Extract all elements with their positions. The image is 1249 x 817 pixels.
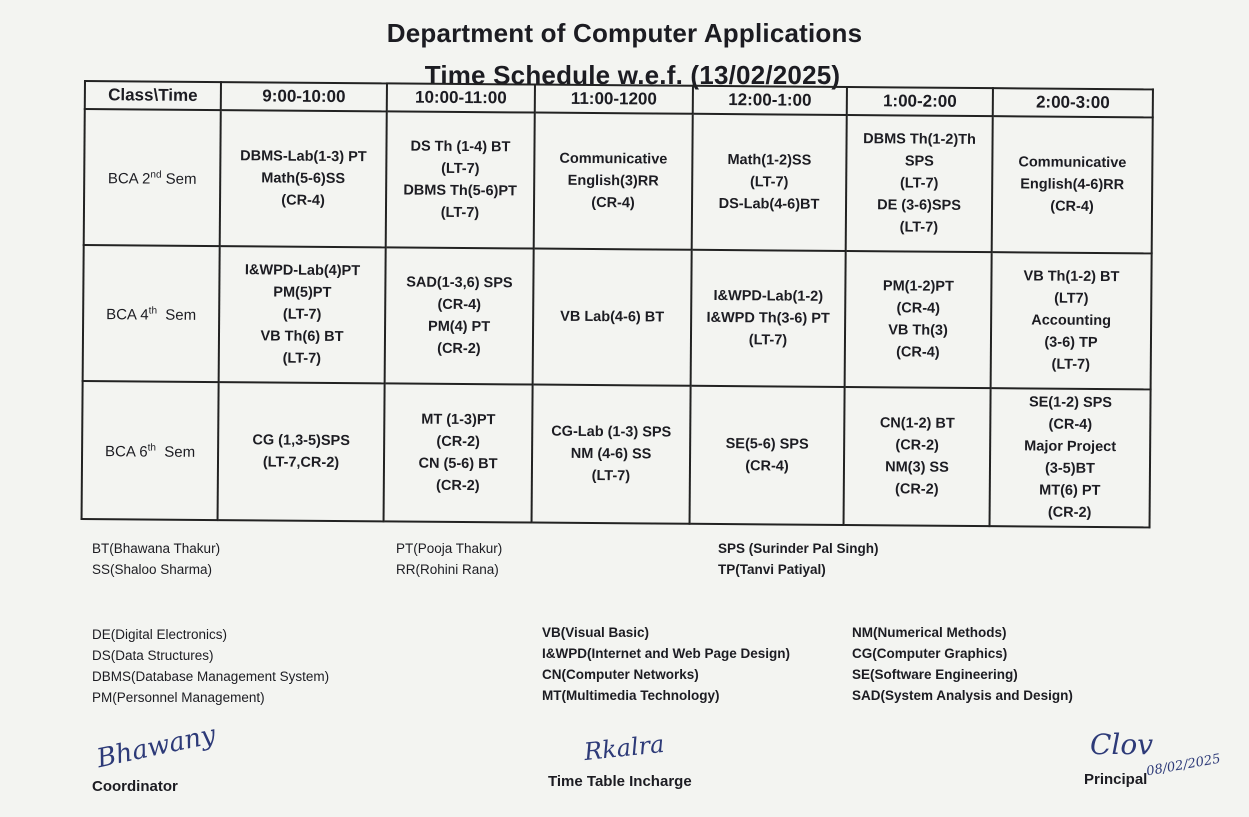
cell-line: SE(1-2) SPS: [1028, 394, 1113, 412]
principal-date: 08/02/2025: [1145, 751, 1222, 780]
schedule-cell: [532, 385, 691, 524]
cell-line: (CR-4): [281, 192, 325, 209]
cell-line: (LT-7): [749, 174, 789, 191]
header-cell: 11:00-1200: [535, 85, 693, 114]
cell-line: Major Project: [1024, 438, 1117, 456]
class-name: BCA 6: [104, 443, 148, 461]
subject-legend-col-2: [542, 622, 790, 706]
cell-line: VB Th(1-2) BT: [1023, 268, 1120, 286]
teacher-legend-col-3: [718, 538, 879, 580]
principal-signature: [1090, 728, 1153, 761]
cell-line: (CR-2): [436, 433, 480, 451]
cell-line: PM(1-2)PT: [882, 278, 954, 295]
cell-line: (3-5)BT: [1044, 460, 1096, 477]
schedule-cell: [692, 114, 847, 251]
class-cell: [84, 109, 221, 246]
cell-line: I&WPD-Lab(1-2): [713, 287, 824, 305]
legend-item: I&WPD(Internet and Web Page Design): [542, 646, 791, 661]
cell-line: (CR-4): [591, 194, 635, 212]
cell-line: DBMS Th(1-2)Th: [863, 131, 976, 149]
cell-line: (CR-4): [1048, 416, 1093, 433]
cell-line: Math(5-6)SS: [261, 170, 346, 188]
legend-item: SAD(System Analysis and Design): [852, 688, 1073, 703]
signature-text: Bhawany: [94, 719, 219, 775]
legend-item: NM(Numerical Methods): [852, 625, 1007, 640]
cell-line: SAD(1-3,6) SPS: [406, 274, 513, 292]
schedule-cell: [218, 382, 385, 521]
coordinator-label: Coordinator: [92, 778, 178, 795]
cell-line: (LT-7): [748, 332, 788, 349]
cell-line: (CR-2): [895, 437, 939, 454]
schedule-cell: [386, 111, 535, 248]
cell-line: (LT-7,CR-2): [262, 454, 340, 472]
class-superscript: th: [147, 442, 156, 454]
legend-item: PM(Personnel Management): [92, 690, 265, 705]
cell-line: NM (4-6) SS: [570, 445, 652, 463]
table-row: [83, 245, 1152, 389]
cell-line: CN(1-2) BT: [879, 415, 955, 432]
cell-line: NM(3) SS: [885, 459, 949, 476]
table-row: [84, 109, 1153, 253]
schedule-cell: [990, 388, 1151, 527]
cell-line: (LT-7): [440, 204, 480, 222]
cell-line: (CR-2): [894, 481, 939, 498]
cell-line: (CR-2): [437, 340, 481, 358]
schedule-cell: [220, 110, 387, 247]
cell-line: English(4-6)RR: [1020, 176, 1125, 194]
legend-item: RR(Rohini Rana): [396, 562, 499, 577]
cell-line: Communicative: [1018, 154, 1127, 172]
cell-line: (LT7): [1054, 290, 1089, 307]
schedule-cell: [385, 247, 534, 384]
cell-line: Communicative: [559, 150, 668, 168]
teacher-legend-col-1: [92, 538, 220, 580]
cell-line: (CR-4): [437, 296, 482, 314]
schedule-cell: [991, 252, 1152, 389]
class-name: BCA 2: [107, 170, 151, 188]
cell-line: (LT-7): [282, 350, 322, 367]
cell-line: (LT-7): [441, 160, 480, 178]
cell-line: VB Th(6) BT: [260, 328, 344, 346]
schedule-cell: [534, 113, 693, 250]
cell-line: (LT-7): [899, 175, 939, 192]
incharge-label: Time Table Incharge: [548, 773, 692, 790]
class-cell: [83, 245, 220, 382]
legend-item: SS(Shaloo Sharma): [92, 562, 213, 577]
class-name: BCA 4: [106, 306, 149, 324]
header-cell: 9:00-10:00: [221, 82, 387, 111]
legend-item: VB(Visual Basic): [542, 625, 650, 640]
cell-line: (CR-4): [896, 344, 940, 361]
header-cell: 12:00-1:00: [693, 86, 847, 115]
class-superscript: nd: [150, 169, 162, 181]
legend-item: DS(Data Structures): [92, 648, 214, 663]
legend-item: PT(Pooja Thakur): [396, 541, 503, 556]
legend-item: DE(Digital Electronics): [92, 627, 228, 642]
schedule-cell: [219, 246, 386, 383]
cell-line: Math(1-2)SS: [727, 152, 812, 169]
header-cell: Class\Time: [85, 81, 221, 110]
schedule-cell: [690, 386, 845, 525]
cell-line: English(3)RR: [567, 172, 659, 190]
cell-line: Accounting: [1031, 312, 1112, 330]
signature-text: Rkalra: [582, 729, 666, 767]
cell-line: I&WPD-Lab(4)PT: [244, 262, 361, 280]
schedule-cell: [845, 251, 992, 388]
legend-item: CG(Computer Graphics): [852, 646, 1008, 661]
cell-line: I&WPD Th(3-6) PT: [706, 309, 830, 327]
cell-line: (CR-2): [436, 477, 480, 495]
cell-line: VB Lab(4-6) BT: [560, 308, 665, 326]
cell-line: DBMS Th(5-6)PT: [403, 182, 517, 200]
class-cell: [82, 381, 219, 520]
cell-line: SPS: [904, 153, 934, 170]
cell-line: (CR-4): [896, 300, 941, 317]
cell-line: (LT-7): [282, 306, 322, 323]
subject-legend-col-1: [92, 624, 329, 708]
page-title: Department of Computer Applications: [386, 18, 863, 48]
cell-line: SE(5-6) SPS: [725, 436, 809, 453]
legend-item: SE(Software Engineering): [852, 667, 1018, 682]
schedule-cell: [846, 115, 993, 252]
schedule-cell: [844, 387, 991, 526]
cell-line: PM(4) PT: [427, 318, 491, 336]
legend-item: DBMS(Database Management System): [92, 669, 330, 684]
cell-line: DBMS-Lab(1-3) PT: [240, 148, 367, 166]
class-suffix: Sem: [156, 306, 197, 324]
table-row: [82, 381, 1151, 527]
schedule-cell: [992, 116, 1153, 253]
incharge-signature: [583, 730, 666, 766]
principal-label: Principal: [1084, 771, 1148, 788]
schedule-cell: [384, 383, 533, 522]
header-cell: 2:00-3:00: [993, 88, 1153, 117]
legend-item: BT(Bhawana Thakur): [92, 541, 221, 556]
header-cell: 10:00-11:00: [387, 83, 535, 112]
cell-line: (LT-7): [591, 467, 631, 485]
legend-item: SPS (Surinder Pal Singh): [718, 541, 879, 556]
teacher-legend-col-2: [396, 538, 502, 580]
cell-line: CG-Lab (1-3) SPS: [551, 423, 672, 441]
schedule-cell: [691, 250, 846, 387]
cell-line: MT (1-3)PT: [421, 411, 496, 429]
cell-line: MT(6) PT: [1039, 482, 1101, 499]
cell-line: (LT-7): [899, 219, 939, 236]
subject-legend-col-3: [852, 622, 1073, 706]
header-cell: 1:00-2:00: [847, 87, 993, 116]
schedule-cell: [533, 249, 692, 386]
cell-line: CG (1,3-5)SPS: [252, 432, 350, 450]
cell-line: (CR-4): [745, 458, 789, 475]
legend-item: MT(Multimedia Technology): [542, 688, 720, 703]
cell-line: VB Th(3): [888, 322, 948, 339]
coordinator-signature: [94, 720, 218, 774]
cell-line: CN (5-6) BT: [418, 455, 498, 473]
page-subtitle: Time Schedule w.e.f. (13/02/2025): [424, 60, 841, 90]
cell-line: DE (3-6)SPS: [877, 197, 962, 214]
class-superscript: th: [148, 305, 158, 317]
cell-line: PM(5)PT: [273, 284, 332, 301]
class-suffix: Sem: [155, 443, 196, 461]
cell-line: DS Th (1-4) BT: [410, 138, 511, 156]
legend-item: CN(Computer Networks): [542, 667, 699, 682]
cell-line: (LT-7): [1051, 356, 1091, 373]
cell-line: (CR-4): [1050, 198, 1094, 215]
cell-line: (CR-2): [1047, 504, 1092, 521]
cell-line: DS-Lab(4-6)BT: [718, 195, 820, 213]
signature-text: Clov: [1090, 728, 1154, 761]
cell-line: (3-6) TP: [1044, 334, 1098, 351]
legend-item: TP(Tanvi Patiyal): [718, 562, 826, 577]
class-suffix: Sem: [161, 170, 197, 188]
schedule-table: [81, 80, 1154, 528]
